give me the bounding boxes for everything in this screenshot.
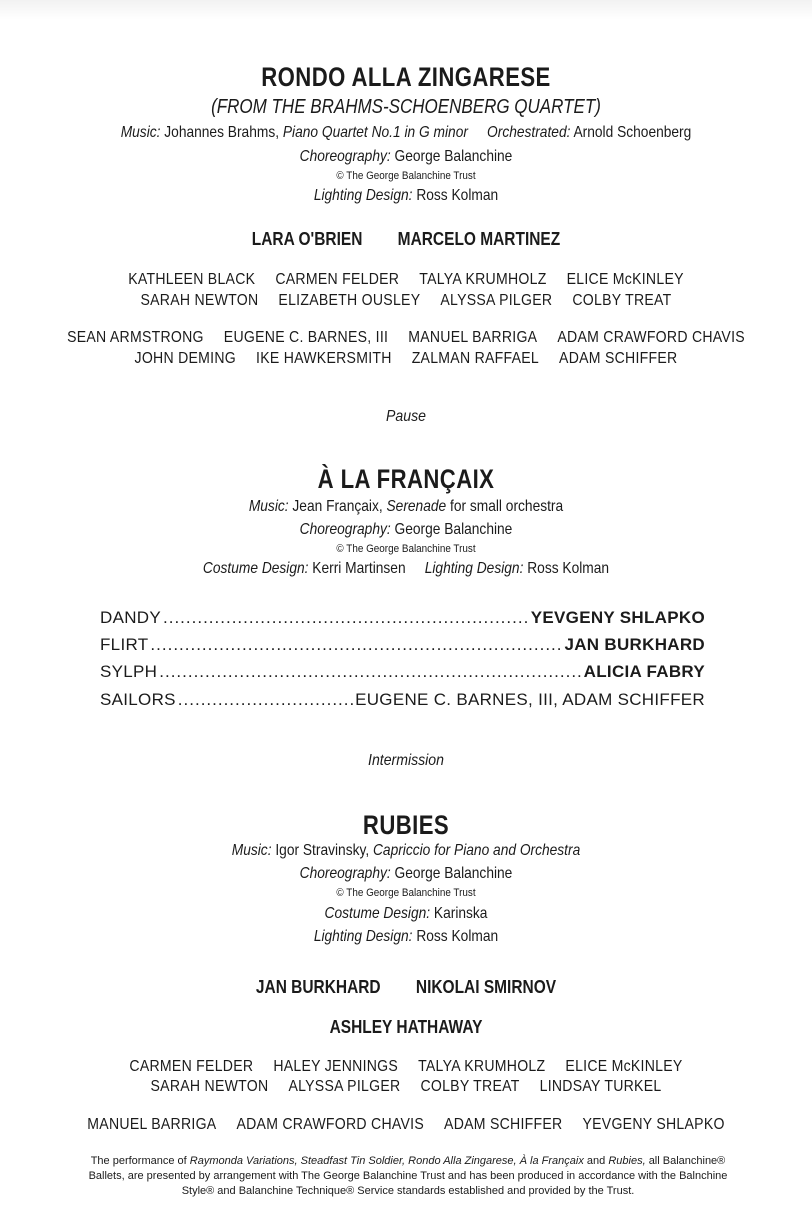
rubies-men-row-1 — [49, 1116, 764, 1134]
lighting-designer: Ross Kolman — [416, 928, 499, 945]
dancer-name: COLBY TREAT — [420, 1078, 520, 1095]
dancer-name: ADAM CRAWFORD CHAVIS — [557, 329, 745, 346]
rubies-choreography-credit — [57, 865, 755, 883]
dancer-name: ELICE McKINLEY — [565, 1058, 683, 1075]
rondo-men-row-1 — [49, 329, 764, 347]
leader-dots — [163, 608, 529, 628]
orchestrator: Arnold Schoenberg — [573, 124, 692, 141]
dancer-name: TALYA KRUMHOLZ — [419, 271, 547, 288]
footnote-text: The performance of — [90, 1155, 187, 1167]
dancer-name: SARAH NEWTON — [150, 1078, 269, 1095]
music-work: Serenade — [386, 498, 447, 515]
music-label: Music: — [248, 498, 289, 515]
francaix-choreography-credit — [57, 521, 755, 539]
principal-dancer: MARCELO MARTINEZ — [397, 229, 561, 249]
choreography-label: Choreography: — [299, 521, 391, 538]
leader-dots — [150, 635, 562, 655]
footnote-text: and — [586, 1155, 606, 1167]
music-label: Music: — [231, 842, 272, 859]
rondo-lighting-credit — [57, 187, 755, 205]
music-work-suffix: for small orchestra — [449, 498, 564, 515]
dancer-name: HALEY JENNINGS — [273, 1058, 399, 1075]
dancer-name: COLBY TREAT — [572, 292, 672, 309]
rubies-principals — [57, 977, 755, 998]
lighting-designer: Ross Kolman — [527, 560, 610, 577]
rubies-title: RUBIES — [362, 810, 450, 840]
role-name: SAILORS — [100, 690, 176, 709]
rubies-women-row-1 — [49, 1058, 764, 1076]
principal-dancer: LARA O'BRIEN — [251, 229, 363, 249]
leader-dots — [159, 662, 581, 682]
rondo-women-row-2 — [49, 292, 764, 310]
rondo-choreography-credit — [57, 148, 755, 166]
francaix-design-credit — [57, 560, 755, 578]
rondo-principals — [57, 229, 755, 250]
choreographer: George Balanchine — [394, 521, 513, 538]
role-dancer: YEVGENY SHLAPKO — [530, 608, 705, 627]
dancer-name: ADAM SCHIFFER — [444, 1116, 563, 1133]
dancer-name: TALYA KRUMHOLZ — [418, 1058, 546, 1075]
francaix-copyright: © The George Balanchine Trust — [336, 543, 476, 555]
dancer-name: CARMEN FELDER — [129, 1058, 254, 1075]
choreography-label: Choreography: — [299, 865, 391, 882]
dancer-name: ZALMAN RAFFAEL — [411, 350, 540, 367]
rubies-costume-credit — [57, 905, 755, 923]
dancer-name: ALYSSA PILGER — [288, 1078, 401, 1095]
dancer-name: ADAM CRAWFORD CHAVIS — [236, 1116, 425, 1133]
role-dancer: ALICIA FABRY — [583, 662, 705, 681]
rights-footnote — [78, 1154, 738, 1199]
choreographer: George Balanchine — [394, 865, 513, 882]
footnote-works: Rubies, — [608, 1155, 646, 1167]
rondo-men-row-2 — [49, 350, 764, 368]
pause-label: Pause — [386, 408, 426, 425]
cast-row — [100, 608, 705, 630]
composer: Jean Françaix, — [292, 498, 383, 515]
intermission-label: Intermission — [368, 752, 444, 769]
cast-row — [100, 690, 705, 712]
lighting-label: Lighting Design: — [424, 560, 524, 577]
orchestrated-label: Orchestrated: — [487, 124, 571, 141]
dancer-name: SEAN ARMSTRONG — [67, 329, 204, 346]
costume-designer: Karinska — [433, 905, 488, 922]
dancer-name: JOHN DEMING — [134, 350, 237, 367]
role-dancer: EUGENE C. BARNES, III, ADAM SCHIFFER — [355, 690, 705, 709]
role-name: SYLPH — [100, 662, 158, 681]
leader-dots — [178, 690, 353, 710]
choreography-label: Choreography: — [299, 148, 391, 165]
costume-label: Costume Design: — [202, 560, 309, 577]
cast-row — [100, 635, 705, 657]
dancer-name: LINDSAY TURKEL — [539, 1078, 662, 1095]
lighting-label: Lighting Design: — [313, 928, 413, 945]
dancer-name: IKE HAWKERSMITH — [256, 350, 392, 367]
music-work: Capriccio for Piano and Orchestra — [372, 842, 581, 859]
rubies-soloist: ASHLEY HATHAWAY — [329, 1017, 483, 1037]
dancer-name: MANUEL BARRIGA — [408, 329, 538, 346]
dancer-name: EUGENE C. BARNES, III — [223, 329, 389, 346]
rubies-music-credit — [57, 842, 755, 860]
role-name: DANDY — [100, 608, 162, 627]
footnote-text: all Balanchine® Ballets, are presented by arrangement with The George Balanchine Trust and has been produced in accordance with the Balnchine Style® and Balanchine Technique® Service standards established and provided by the Trust. — [88, 1155, 728, 1197]
costume-label: Costume Design: — [324, 905, 431, 922]
rubies-copyright: © The George Balanchine Trust — [336, 887, 476, 899]
francaix-music-credit — [57, 498, 755, 516]
dancer-name: ALYSSA PILGER — [440, 292, 553, 309]
rondo-subtitle: (FROM THE BRAHMS-SCHOENBERG QUARTET) — [211, 96, 601, 118]
lighting-designer: Ross Kolman — [416, 187, 499, 204]
footnote-works: Raymonda Variations, Steadfast Tin Soldier, Rondo Alla Zingarese, À la Françaix — [189, 1155, 584, 1167]
music-work: Piano Quartet No.1 in G minor — [282, 124, 468, 141]
principal-dancer: NIKOLAI SMIRNOV — [415, 977, 557, 997]
dancer-name: SARAH NEWTON — [140, 292, 259, 309]
principal-dancer: JAN BURKHARD — [255, 977, 381, 997]
composer: Igor Stravinsky, — [275, 842, 370, 859]
dancer-name: ADAM SCHIFFER — [559, 350, 678, 367]
role-name: FLIRT — [100, 635, 149, 654]
music-label: Music: — [120, 124, 161, 141]
cast-row — [100, 662, 705, 684]
dancer-name: CARMEN FELDER — [275, 271, 400, 288]
costume-designer: Kerri Martinsen — [312, 560, 406, 577]
dancer-name: YEVGENY SHLAPKO — [582, 1116, 725, 1133]
choreographer: George Balanchine — [394, 148, 513, 165]
dancer-name: ELIZABETH OUSLEY — [278, 292, 421, 309]
francaix-title: À LA FRANÇAIX — [317, 464, 495, 494]
dancer-name: ELICE McKINLEY — [566, 271, 684, 288]
rubies-women-row-2 — [49, 1078, 764, 1096]
rondo-copyright: © The George Balanchine Trust — [336, 170, 476, 182]
role-dancer: JAN BURKHARD — [564, 635, 705, 654]
page-top-shadow — [0, 0, 812, 20]
rubies-lighting-credit — [57, 928, 755, 946]
rondo-music-credit — [57, 124, 755, 142]
rondo-title: RONDO ALLA ZINGARESE — [261, 62, 551, 92]
dancer-name: MANUEL BARRIGA — [87, 1116, 217, 1133]
dancer-name: KATHLEEN BLACK — [128, 271, 256, 288]
lighting-label: Lighting Design: — [313, 187, 413, 204]
rondo-women-row-1 — [49, 271, 764, 289]
composer: Johannes Brahms, — [164, 124, 280, 141]
